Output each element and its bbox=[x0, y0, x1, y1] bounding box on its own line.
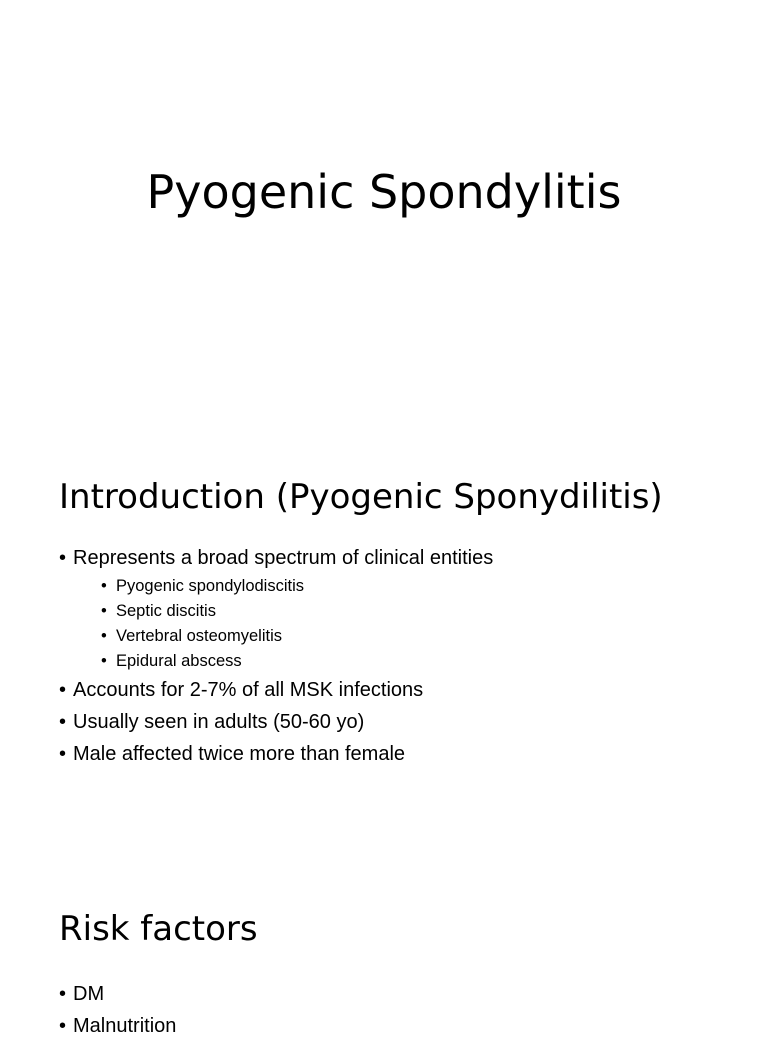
bullet-item bbox=[59, 542, 749, 674]
introduction-section bbox=[59, 476, 749, 770]
sub-bullet-item: • Pyogenic spondylodiscitis bbox=[73, 574, 749, 599]
introduction-heading: Introduction (Pyogenic Sponydilitis) bbox=[59, 477, 663, 517]
slide-title: Pyogenic Spondylitis bbox=[146, 165, 622, 219]
risk-factors-bullet-list bbox=[59, 978, 749, 1042]
sub-bullet-item: • Epidural abscess bbox=[73, 649, 749, 674]
bullet-text: Represents a broad spectrum of clinical entities bbox=[73, 547, 494, 569]
sub-bullet-item: • Septic discitis bbox=[73, 599, 749, 624]
sub-bullet-list bbox=[73, 574, 749, 674]
introduction-bullet-list bbox=[59, 542, 749, 770]
risk-factors-heading: Risk factors bbox=[59, 909, 258, 949]
bullet-item: • Usually seen in adults (50-60 yo) bbox=[59, 706, 749, 738]
bullet-item: • Accounts for 2-7% of all MSK infections bbox=[59, 674, 749, 706]
sub-bullet-item: • Vertebral osteomyelitis bbox=[73, 624, 749, 649]
bullet-item: • Male affected twice more than female bbox=[59, 738, 749, 770]
bullet-item: • DM bbox=[59, 978, 749, 1010]
bullet-item: • Malnutrition bbox=[59, 1010, 749, 1042]
risk-factors-section bbox=[59, 908, 749, 1042]
